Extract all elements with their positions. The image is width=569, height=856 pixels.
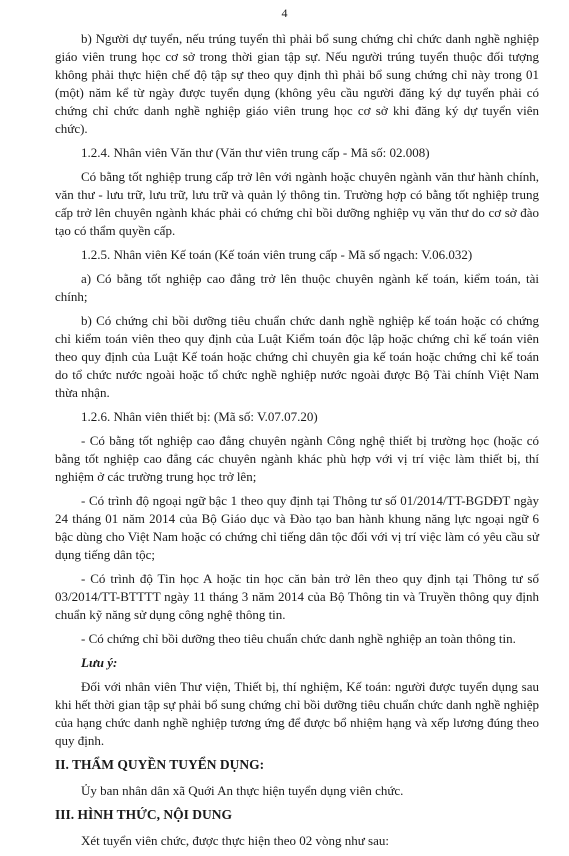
paragraph-ke-toan-b: b) Có chứng chỉ bồi dưỡng tiêu chuẩn chức danh nghề nghiệp kế toán hoặc có chứng chỉ kiểm toán viên theo quy định của Luật Kiểm toán độc lập hoặc chứng chỉ kế toán viên theo quy định của Luật Kế toán hoặc chứng chỉ chuyên gia kế toán hoặc chứng chỉ kế toán do tổ chức nước ngoài hoặc tổ chức nghề nghiệp nước ngoài được Bộ Tài chính Việt Nam thừa nhận. bbox=[55, 313, 539, 400]
note-text: Đối với nhân viên Thư viện, Thiết bị, thí nghiệm, Kế toán: người được tuyển dụng sau khi hết thời gian tập sự phải bổ sung chứng chỉ bồi dưỡng tiêu chuẩn chức danh nghề nghiệp của hạng chức danh nghề nghiệp tương ứng để được bổ nhiệm hạng và xếp lương đúng theo quy định. bbox=[55, 679, 539, 748]
document-body bbox=[55, 30, 539, 856]
section-2-text: Ủy ban nhân dân xã Quới An thực hiện tuyển dụng viên chức. bbox=[81, 783, 404, 798]
subheading-thiet-bi: 1.2.6. Nhân viên thiết bị: (Mã số: V.07.07.20) bbox=[81, 409, 318, 424]
paragraph-thiet-bi-tin-hoc: - Có trình độ Tin học A hoặc tin học căn bản trở lên theo quy định tại Thông tư số 03/2014/TT-BTTTT ngày 11 tháng 3 năm 2014 của Bộ Thông tin và Truyền thông quy định chuẩn kỹ năng sử dụng công nghệ thông tin. bbox=[55, 571, 539, 622]
page-number: 4 bbox=[281, 6, 288, 20]
paragraph-ke-toan-a: a) Có bằng tốt nghiệp cao đẳng trở lên thuộc chuyên ngành kế toán, kiểm toán, tài chính; bbox=[55, 271, 539, 304]
section-3-heading: III. HÌNH THỨC, NỘI DUNG bbox=[55, 807, 233, 822]
paragraph-thiet-bi-chung-chi: - Có chứng chỉ bồi dưỡng theo tiêu chuẩn chức danh nghề nghiệp an toàn thông tin. bbox=[81, 631, 516, 646]
paragraph-trung-tuyen: b) Người dự tuyển, nếu trúng tuyển thì phải bổ sung chứng chỉ chức danh nghề nghiệp giáo viên trung học cơ sở trong thời gian tập sự. Nếu người trúng tuyển thuộc đối tượng không phải thực hiện chế độ tập sự theo quy định thì phải bổ sung chứng chỉ này trong 01 (một) năm kể từ ngày được tuyển dụng (không yêu cầu người đăng ký dự tuyển phải có chứng chỉ chức danh nghề nghiệp giáo viên trung học cơ sở khi đăng ký dự tuyển viên chức). bbox=[55, 31, 539, 136]
section-3-text: Xét tuyển viên chức, được thực hiện theo 02 vòng như sau: bbox=[81, 833, 389, 848]
section-2-heading: II. THẨM QUYỀN TUYỂN DỤNG: bbox=[55, 757, 265, 772]
note-label: Lưu ý: bbox=[81, 655, 118, 670]
subheading-ke-toan: 1.2.5. Nhân viên Kế toán (Kế toán viên trung cấp - Mã số ngạch: V.06.032) bbox=[81, 247, 473, 262]
paragraph-thiet-bi-ngoai-ngu: - Có trình độ ngoại ngữ bậc 1 theo quy định tại Thông tư số 01/2014/TT-BGDĐT ngày 24 tháng 01 năm 2014 của Bộ Giáo dục và Đào tạo ban hành khung năng lực ngoại ngữ 6 bậc dùng cho Việt Nam hoặc có chứng chỉ tiếng dân tộc đối với vị trí việc làm có yêu cầu sử dụng tiếng dân tộc; bbox=[55, 493, 539, 562]
subheading-van-thu: 1.2.4. Nhân viên Văn thư (Văn thư viên trung cấp - Mã số: 02.008) bbox=[81, 145, 430, 160]
paragraph-thiet-bi-bang: - Có bằng tốt nghiệp cao đẳng chuyên ngành Công nghệ thiết bị trường học (hoặc có bằng tốt nghiệp cao đẳng các chuyên ngành khác phù hợp với vị trí việc làm thiết bị, thí nghiệm ở các trường trung học trở lên; bbox=[55, 433, 539, 484]
paragraph-van-thu: Có bằng tốt nghiệp trung cấp trở lên với ngành hoặc chuyên ngành văn thư hành chính, văn thư - lưu trữ, lưu trữ, lưu trữ và quản lý thông tin. Trường hợp có bằng tốt nghiệp trung cấp trở lên chuyên ngành khác phải có chứng chỉ bồi dưỡng nghiệp vụ văn thư do cơ sở đào tạo có thẩm quyền cấp. bbox=[55, 169, 539, 238]
